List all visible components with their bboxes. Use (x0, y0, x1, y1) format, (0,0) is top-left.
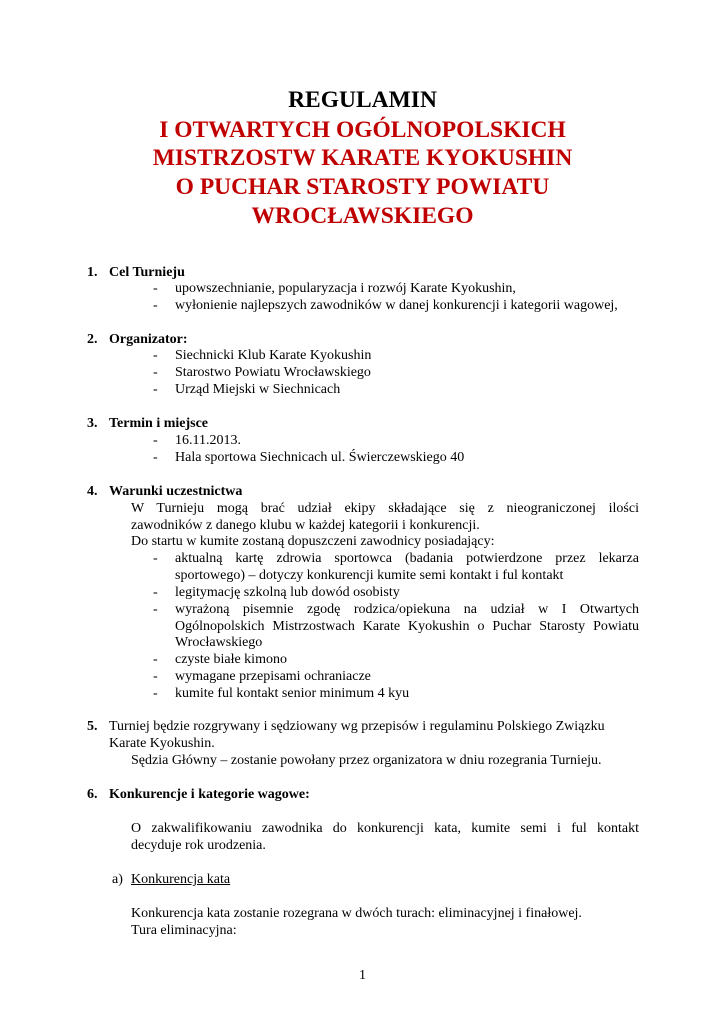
list-bullet: - (153, 602, 158, 617)
paragraph: Konkurencja kata zostanie rozegrana w dwóch turach: eliminacyjnej i finałowej. (131, 906, 582, 921)
section-heading: Termin i miejsce (109, 416, 209, 431)
paragraph: Sędzia Główny – zostanie powołany przez organizatora w dniu rozegrania Turnieju. (131, 753, 602, 768)
section-number: 6. (87, 787, 98, 802)
list-item: czyste białe kimono (175, 652, 287, 667)
paragraph: zawodników z danego klubu w każdej kategorii i konkurencji. (131, 518, 480, 533)
doc-subtitle-line-4: WROCŁAWSKIEGO (251, 203, 474, 229)
paragraph: Turniej będzie rozgrywany i sędziowany wg przepisów i regulaminu Polskiego Związku (109, 719, 605, 734)
list-bullet: - (153, 365, 158, 380)
list-bullet: - (153, 348, 158, 363)
doc-subtitle-line-3: O PUCHAR STAROSTY POWIATU (175, 174, 550, 200)
list-item: Hala sportowa Siechnicach ul. Świerczewskiego 40 (175, 450, 465, 465)
doc-subtitle-line-1: I OTWARTYCH OGÓLNOPOLSKICH (159, 117, 566, 143)
list-item: Siechnicki Klub Karate Kyokushin (175, 348, 372, 363)
paragraph: Karate Kyokushin. (109, 736, 215, 751)
list-item: aktualną kartę zdrowia sportowca (badania potwierdzone przez lekarza (175, 551, 639, 566)
list-bullet: - (153, 585, 158, 600)
page-number: 1 (359, 968, 366, 983)
subsection-label: a) (112, 872, 123, 887)
section-number: 2. (87, 332, 98, 347)
section-number: 5. (87, 719, 98, 734)
section-number: 1. (87, 265, 98, 280)
section-heading: Konkurencje i kategorie wagowe: (109, 787, 310, 802)
paragraph: W Turnieju mogą brać udział ekipy składające się z nieograniczonej ilości (131, 501, 639, 516)
list-bullet: - (153, 433, 158, 448)
list-bullet: - (153, 652, 158, 667)
paragraph: decyduje rok urodzenia. (131, 838, 266, 853)
paragraph: O zakwalifikowaniu zawodnika do konkurencji kata, kumite semi i ful kontakt (131, 821, 639, 836)
subsection-heading: Konkurencja kata (131, 872, 231, 887)
list-bullet: - (153, 686, 158, 701)
list-item: sportowego) – dotyczy konkurencji kumite semi kontakt i ful kontakt (175, 568, 564, 583)
list-item: upowszechnianie, popularyzacja i rozwój Karate Kyokushin, (175, 281, 516, 296)
list-bullet: - (153, 551, 158, 566)
section-number: 3. (87, 416, 98, 431)
list-item: wyłonienie najlepszych zawodników w danej konkurencji i kategorii wagowej, (175, 298, 618, 313)
doc-title: REGULAMIN (288, 87, 437, 113)
section-heading: Warunki uczestnictwa (109, 484, 243, 499)
list-bullet: - (153, 298, 158, 313)
list-item: kumite ful kontakt senior minimum 4 kyu (175, 686, 410, 701)
list-item: Ogólnopolskich Mistrzostwach Karate Kyokushin o Puchar Starosty Powiatu (175, 619, 639, 634)
list-item: wyrażoną pisemnie zgodę rodzica/opiekuna na udział w I Otwartych (175, 602, 639, 617)
section-number: 4. (87, 484, 98, 499)
paragraph: Do startu w kumite zostaną dopuszczeni zawodnicy posiadający: (131, 534, 495, 549)
list-item: Wrocławskiego (175, 635, 263, 650)
list-bullet: - (153, 669, 158, 684)
section-heading: Cel Turnieju (109, 265, 185, 280)
list-item: legitymację szkolną lub dowód osobisty (175, 585, 400, 600)
list-bullet: - (153, 450, 158, 465)
list-item: 16.11.2013. (175, 433, 241, 448)
doc-subtitle-line-2: MISTRZOSTW KARATE KYOKUSHIN (152, 145, 573, 171)
list-item: Starostwo Powiatu Wrocławskiego (175, 365, 371, 380)
list-item: Urząd Miejski w Siechnicach (175, 382, 341, 397)
paragraph: Tura eliminacyjna: (131, 923, 237, 938)
list-item: wymagane przepisami ochraniacze (175, 669, 371, 684)
section-heading: Organizator: (109, 332, 188, 347)
list-bullet: - (153, 382, 158, 397)
list-bullet: - (153, 281, 158, 296)
